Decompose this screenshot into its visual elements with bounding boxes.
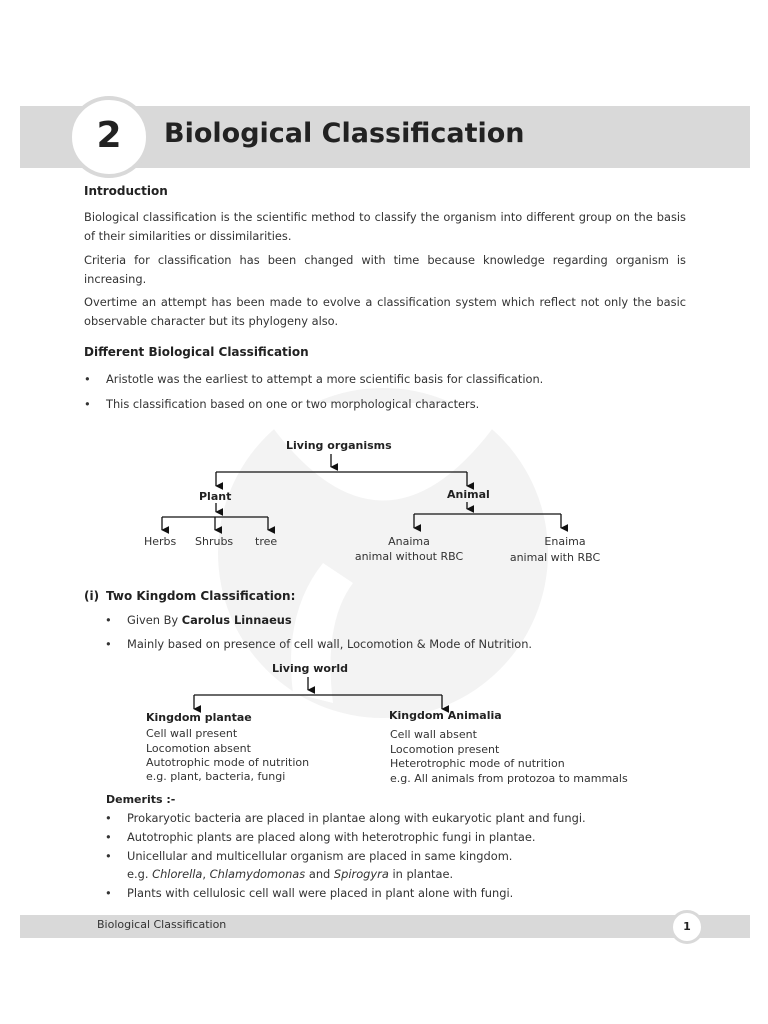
demerit-bullet-4: • Plants with cellulosic cell wall were placed in plant alone with fungi. [127, 886, 513, 900]
chapter-number: 2 [96, 115, 122, 156]
different-classification-heading: Different Biological Classification [84, 345, 309, 359]
two-kingdom-heading: Two Kingdom Classification: [106, 589, 296, 603]
tree1-anaima: Anaima [388, 535, 430, 548]
tree2-animalia-line-2: Locomotion present [390, 743, 500, 756]
example-and: and [305, 867, 334, 881]
given-by-name: Carolus Linnaeus [181, 613, 292, 627]
example-chlamydomonas: Chlamydomonas [209, 867, 306, 881]
tree1-animal: Animal [447, 488, 490, 501]
tree2-plantae-line-3: Autotrophic mode of nutrition [146, 756, 310, 769]
bullet-aristotle: • Aristotle was the earliest to attempt a more scientific basis for classification. [106, 372, 543, 386]
page-number: 1 [683, 920, 691, 933]
chapter-title: Biological Classification [164, 118, 525, 149]
tree1-enaima: Enaima [544, 535, 586, 548]
demerit-bullet-3: • Unicellular and multicellular organism are placed in same kingdom. [127, 849, 512, 863]
tree2-animalia-title: Kingdom Animalia [389, 709, 502, 722]
tree1-herbs: Herbs [144, 535, 177, 548]
intro-paragraph-1: Biological classification is the scientific method to classify the organism into different group on the basis of their similarities or dissimilarities. [84, 210, 686, 243]
tree2-root: Living world [272, 662, 349, 675]
tree2-animalia-line-4: e.g. All animals from protozoa to mammals [390, 772, 628, 785]
example-chlorella: Chlorella [152, 867, 203, 881]
tree1-shrubs: Shrubs [195, 535, 234, 548]
tree2-animalia-line-3: Heterotrophic mode of nutrition [390, 757, 565, 770]
footer-title: Biological Classification [97, 918, 227, 931]
bullet-morphological: • This classification based on one or two morphological characters. [106, 397, 479, 411]
example-sep: , [202, 867, 210, 881]
example-spirogyra: Spirogyra [333, 867, 389, 881]
tree2-plantae-line-2: Locomotion absent [146, 742, 251, 755]
bullet-given-by [127, 613, 292, 627]
tree1-tree: tree [255, 535, 278, 548]
bullet-basis: • Mainly based on presence of cell wall, Locomotion & Mode of Nutrition. [127, 637, 532, 651]
tree1-anaima-desc: animal without RBC [354, 550, 464, 563]
given-by-prefix: Given By [127, 613, 182, 627]
example-suffix: in plantae. [388, 867, 454, 881]
intro-paragraph-2: Criteria for classification has been changed with time because knowledge regarding organism is increasing. [84, 253, 686, 286]
tree2-plantae-title: Kingdom plantae [146, 711, 252, 724]
demerits-heading: Demerits :- [106, 793, 176, 806]
example-prefix: e.g. [127, 867, 153, 881]
demerit-bullet-1: • Prokaryotic bacteria are placed in plantae along with eukaryotic plant and fungi. [127, 811, 586, 825]
tree2-plantae-line-1: Cell wall present [146, 727, 238, 740]
tree2-plantae-line-4: e.g. plant, bacteria, fungi [146, 770, 286, 783]
tree1-plant: Plant [199, 490, 232, 503]
demerit-bullet-2: • Autotrophic plants are placed along with heterotrophic fungi in plantae. [127, 830, 536, 844]
intro-paragraph-3: Overtime an attempt has been made to evolve a classification system which reflect not only the basic observable character but its phylogeny also. [84, 295, 686, 328]
two-kingdom-marker: (i) [84, 589, 100, 603]
tree1-enaima-desc: animal with RBC [509, 551, 601, 564]
tree2-animalia-line-1: Cell wall absent [390, 728, 477, 741]
introduction-heading: Introduction [84, 184, 168, 198]
demerit-example [127, 867, 453, 881]
tree1-root: Living organisms [286, 439, 392, 452]
